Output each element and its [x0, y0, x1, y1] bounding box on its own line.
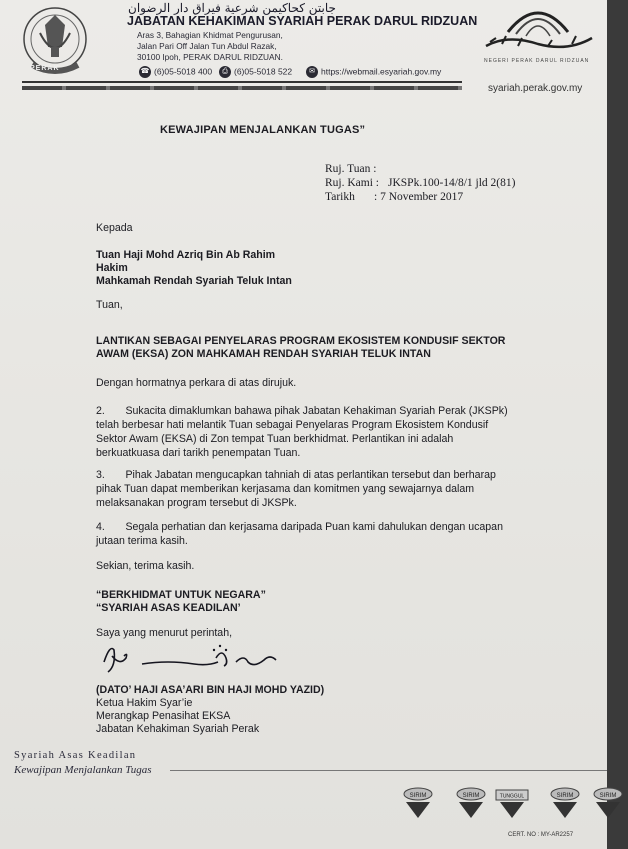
- motto-line-2: “SYARIAH ASAS KEADILAN’: [96, 602, 241, 614]
- recipient-court: Mahkamah Rendah Syariah Teluk Intan: [96, 275, 292, 287]
- footer-script-tagline: Kewajipan Menjalankan Tugas: [14, 764, 152, 776]
- recipient-title: Hakim: [96, 262, 128, 274]
- motto-line-1: “BERKHIDMAT UNTUK NEGARA”: [96, 589, 266, 601]
- phone-icon: ☎: [139, 66, 151, 78]
- para2-line-1: 2. Sukacita dimaklumkan bahawa pihak Jabatan Kehakiman Syariah Perak (JKSPk): [96, 405, 508, 417]
- para3-line-3: melaksanakan program tersebut di JKSPk.: [96, 497, 297, 509]
- syariah-logo-icon: [478, 2, 598, 60]
- fax-number: (6)05-5018 522: [234, 66, 293, 77]
- para4-line-2: jutaan terima kasih.: [96, 535, 188, 547]
- crest-label: PERAK: [30, 65, 60, 72]
- logo-caption: NEGERI PERAK DARUL RIDZUAN: [484, 58, 590, 64]
- badge-label: SIRIM: [556, 793, 574, 799]
- cert-badge: [545, 782, 585, 822]
- badge-label: SIRIM: [409, 793, 427, 799]
- cert-badge: [398, 782, 438, 822]
- para3-line-1: 3. Pihak Jabatan mengucapkan tahniah di atas perlantikan tersebut dan berharap: [96, 469, 496, 481]
- salutation: Tuan,: [96, 299, 123, 311]
- cert-badge: [492, 782, 532, 822]
- webmail-url: https://webmail.esyariah.gov.my: [321, 66, 442, 77]
- para2-line-4: berkuatkuasa dari tarikh penempatan Tuan.: [96, 447, 301, 459]
- subject-line-1: LANTIKAN SEBAGAI PENYELARAS PROGRAM EKOSISTEM KONDUSIF SEKTOR: [96, 335, 506, 347]
- ref-tuan-label: Ruj. Tuan :: [325, 163, 377, 175]
- date-label: Tarikh: [325, 191, 355, 203]
- signer-title-1: Ketua Hakim Syar’ie: [96, 697, 193, 709]
- certification-badge-icon: [545, 782, 585, 822]
- to-label: Kepada: [96, 222, 133, 234]
- department-arabic-name: جابتن كحاكيمن شرعية فيراق دار الرضوان: [128, 1, 336, 15]
- header-divider: [22, 81, 462, 83]
- recipient-name: Tuan Haji Mohd Azriq Bin Ab Rahim: [96, 249, 276, 261]
- closing: Sekian, terima kasih.: [96, 560, 195, 572]
- header-divider-thick: [22, 86, 462, 90]
- phone-contact: [139, 66, 212, 78]
- address-line-2: Jalan Pari Off Jalan Tun Abdul Razak,: [137, 41, 277, 51]
- paragraph-2: [96, 404, 508, 460]
- sign-intro: Saya yang menurut perintah,: [96, 627, 233, 639]
- fax-icon: ⎙: [219, 66, 231, 78]
- ref-kami-value: JKSPk.100-14/8/1 jld 2(81): [388, 177, 516, 189]
- phone-number: (6)05-5018 400: [154, 66, 213, 77]
- signer-title-2: Merangkap Penasihat EKSA: [96, 710, 231, 722]
- cert-number: CERT. NO : MY-AR2257: [508, 832, 574, 838]
- cert-badge: [588, 782, 628, 822]
- subject-line-2: AWAM (EKSA) ZON MAHKAMAH RENDAH SYARIAH TELUK INTAN: [96, 348, 431, 360]
- fax-contact: [219, 66, 292, 78]
- certification-badge-icon: [398, 782, 438, 822]
- signature-icon: [98, 636, 283, 678]
- cert-badge: [451, 782, 491, 822]
- mail-icon: ✉: [306, 66, 318, 78]
- badge-label: TUNGGUL: [499, 793, 525, 800]
- intro-paragraph: Dengan hormatnya perkara di atas dirujuk.: [96, 377, 297, 389]
- department-name: JABATAN KEHAKIMAN SYARIAH PERAK DARUL RIDZUAN: [127, 14, 478, 28]
- certification-badge-icon: [451, 782, 491, 822]
- webmail-contact: [306, 66, 441, 78]
- website-address: syariah.perak.gov.my: [488, 83, 583, 94]
- signer-title-3: Jabatan Kehakiman Syariah Perak: [96, 723, 260, 735]
- address-line-3: 30100 Ipoh, PERAK DARUL RIDZUAN.: [137, 52, 283, 62]
- para4-line-1: 4. Segala perhatian dan kerjasama daripada Puan kami dahulukan dengan ucapan: [96, 521, 503, 533]
- para2-line-3: Sektor Awam (EKSA) di Zon tempat Tuan berkhidmat. Perlantikan ini adalah: [96, 433, 454, 445]
- badge-label: SIRIM: [599, 793, 617, 799]
- ref-kami-label: Ruj. Kami :: [325, 177, 379, 189]
- paragraph-4: [96, 520, 503, 548]
- para2-line-2: telah berbesar hati melantik Tuan sebagai Penyelaras Program Ekosistem Kondusif: [96, 419, 489, 431]
- certification-badge-icon: [588, 782, 628, 822]
- signer-name: (DATO’ HAJI ASA’ARI BIN HAJI MOHD YAZID): [96, 684, 325, 696]
- motto-heading: KEWAJIPAN MENJALANKAN TUGAS”: [160, 124, 366, 136]
- paragraph-3: [96, 468, 496, 510]
- badge-label: SIRIM: [462, 793, 480, 799]
- certification-badge-icon: [492, 782, 532, 822]
- address-line-1: Aras 3, Bahagian Khidmat Pengurusan,: [137, 30, 283, 40]
- footer-divider: [170, 770, 607, 771]
- footer-tagline: Syariah Asas Keadilan: [14, 750, 137, 761]
- date-value: : 7 November 2017: [374, 191, 464, 203]
- para3-line-2: pihak Tuan dapat memberikan kerjasama dan komitmen yang sewajarnya dalam: [96, 483, 475, 495]
